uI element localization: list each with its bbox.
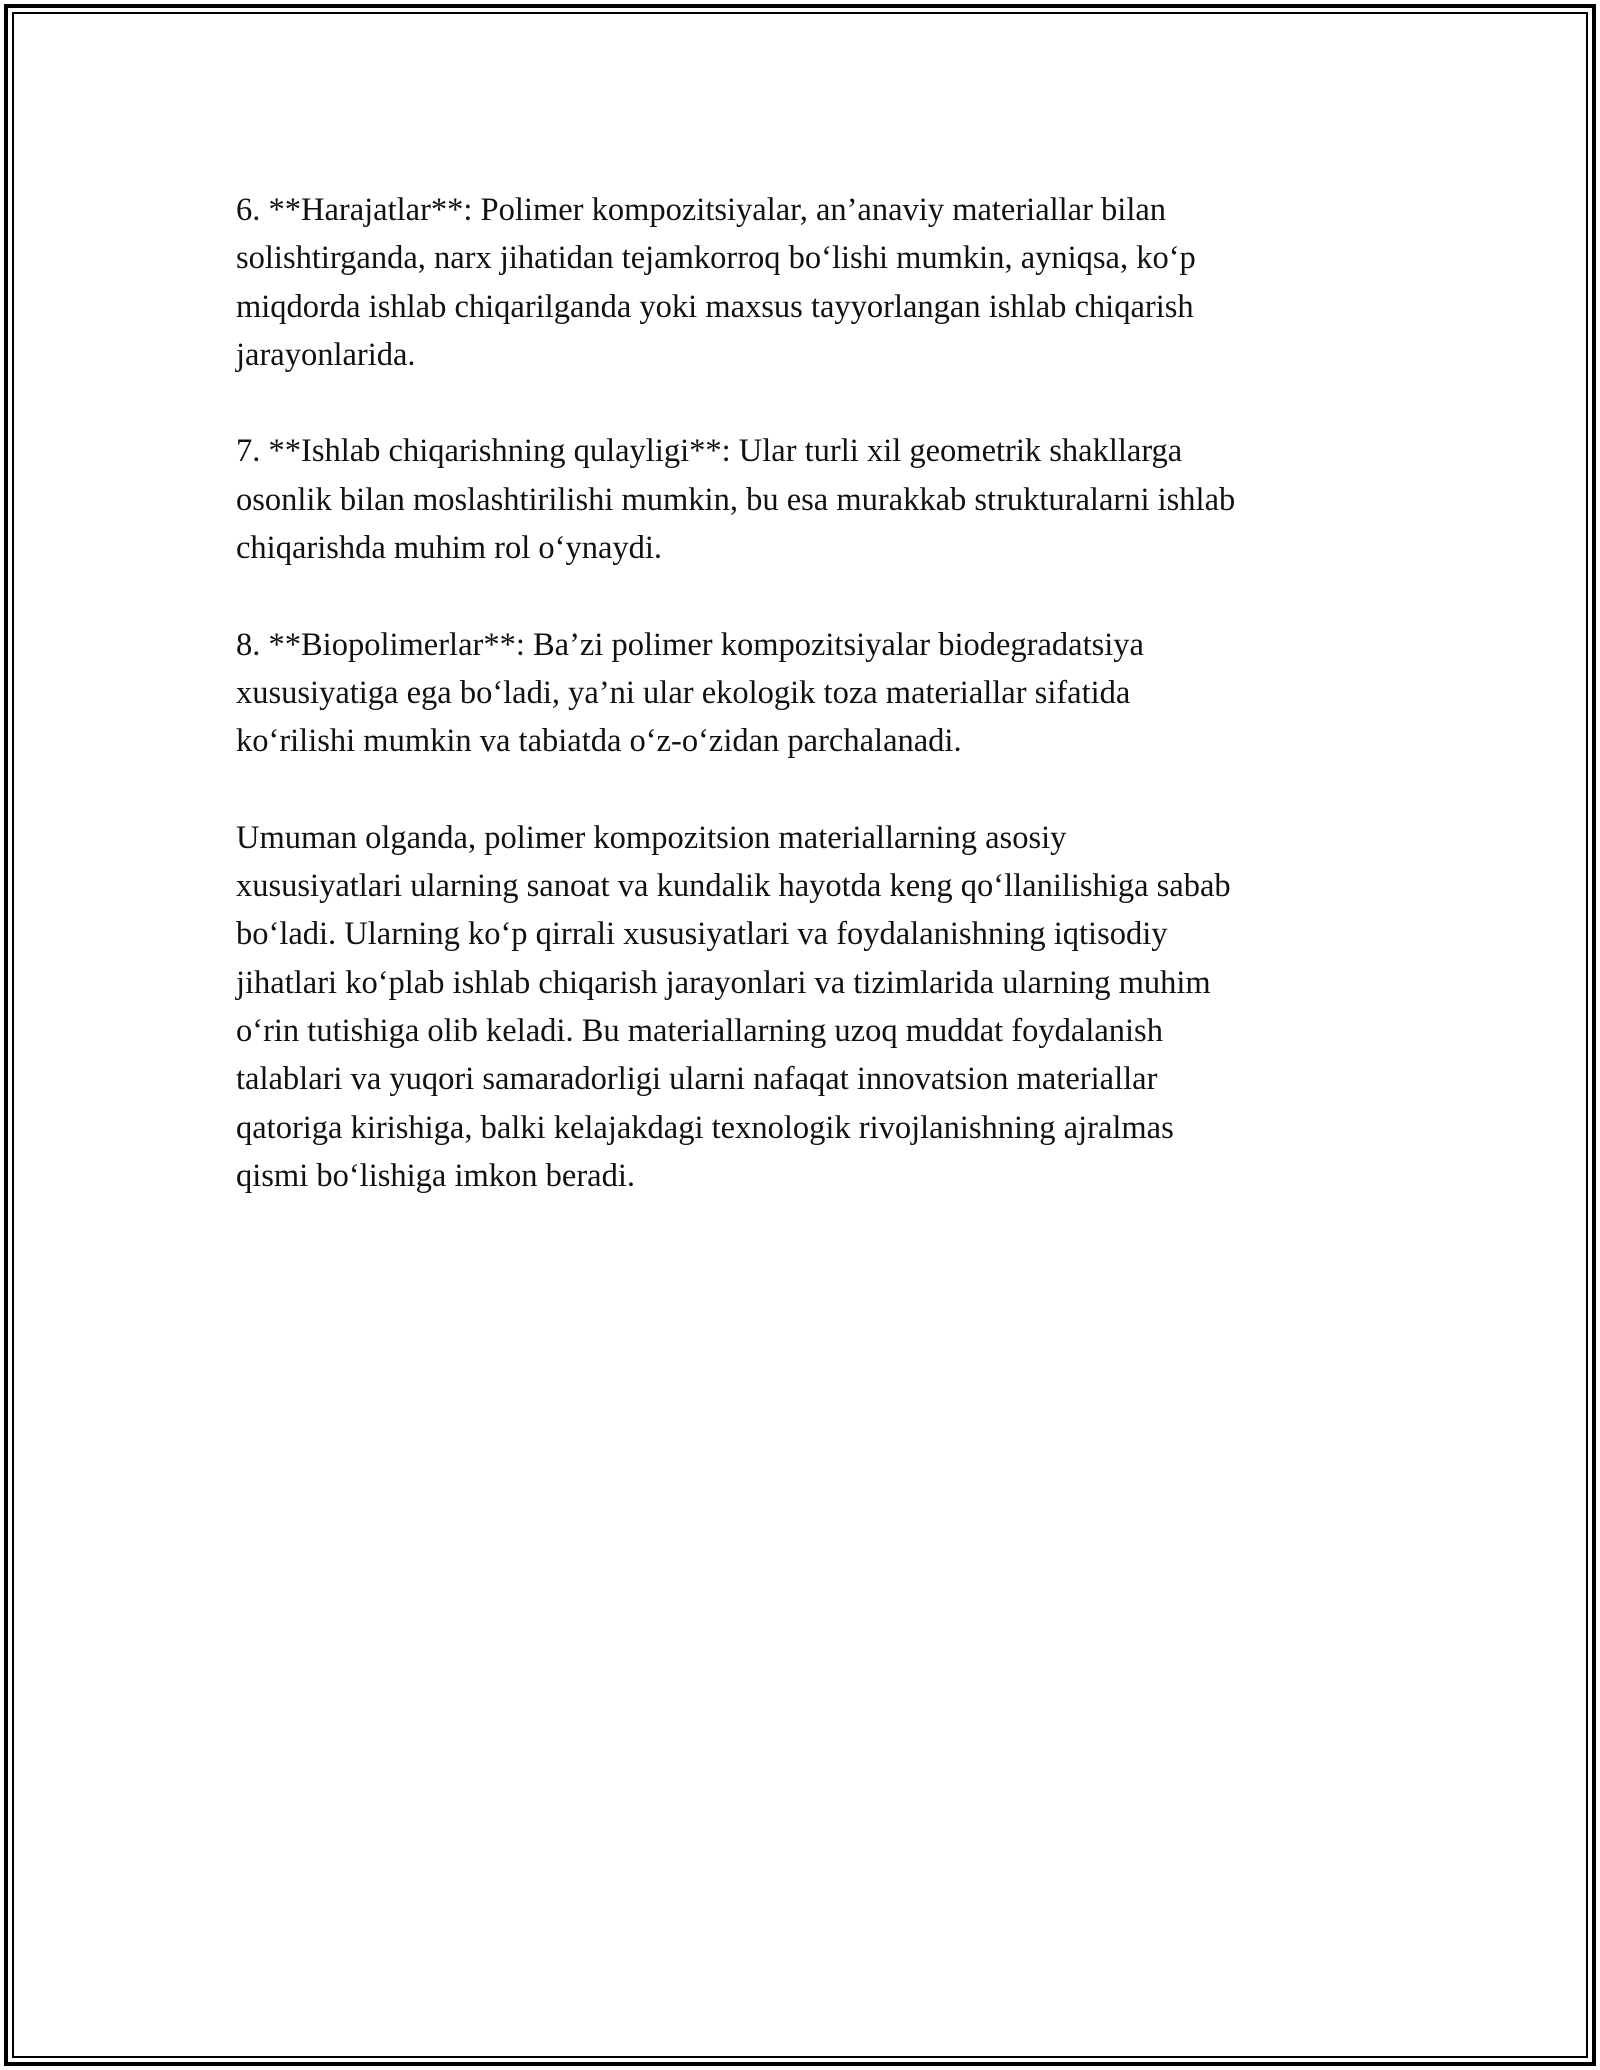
paragraph-harajatlar: 6. **Harajatlar**: Polimer kompozitsiyalar, an’anaviy materiallar bilan solishtirganda, narx jihatidan tejamkorroq boʻlishi mumkin, ayniqsa, koʻp miqdorda ishlab chiqarilganda yoki maxsus tayyorlangan ishlab chiqarish jarayonlarida. — [236, 192, 1196, 373]
paragraph-biopolimerlar: 8. **Biopolimerlar**: Ba’zi polimer kompozitsiyalar biodegradatsiya xususiyatiga ega boʻladi, ya’ni ular ekologik toza materiallar sifatida koʻrilishi mumkin va tabiatda oʻz-oʻzidan parchalanadi. — [236, 626, 1144, 760]
document-body — [236, 186, 1386, 1249]
paragraph-ishlab-chiqarish-qulayligi: 7. **Ishlab chiqarishning qulayligi**: Ular turli xil geometrik shakllarga osonlik bilan moslashtirilishi mumkin, bu esa murakkab strukturalarni ishlab chiqarishda muhim rol oʻynaydi. — [236, 433, 1236, 567]
paragraph-conclusion: Umuman olganda, polimer kompozitsion materiallarning asosiy xususiyatlari ularning sanoat va kundalik hayotda keng qoʻllanilishiga sabab boʻladi. Ularning koʻp qirrali xususiyatlari va foydalanishning iqtisodiy jihatlari koʻplab ishlab chiqarish jarayonlari va tizimlarida ularning muhim oʻrin tutishiga olib keladi. Bu materiallarning uzoq muddat foydalanish talablari va yuqori samaradorligi ularni nafaqat innovatsion materiallar qatoriga kirishiga, balki kelajakdagi texnologik rivojlanishning ajralmas qismi boʻlishiga imkon beradi. — [236, 819, 1231, 1194]
